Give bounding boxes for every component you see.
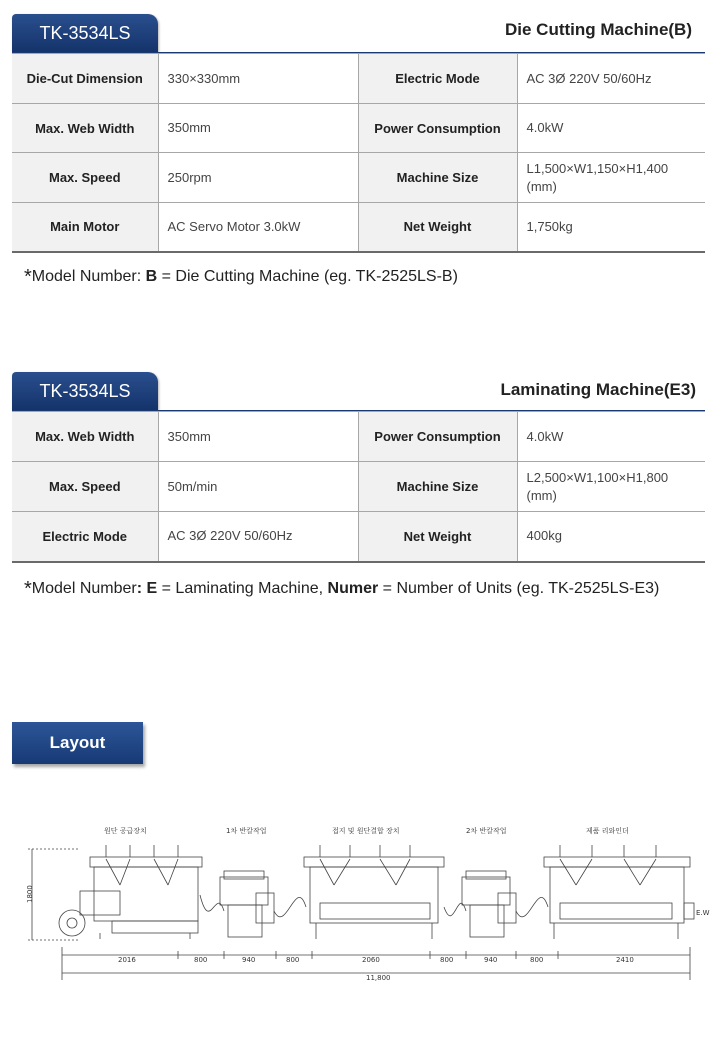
spec-label: Die-Cut Dimension: [12, 54, 158, 104]
spec-value: 250rpm: [158, 153, 358, 203]
spec-value: L1,500×W1,150×H1,400 (mm): [517, 153, 705, 203]
spec-row: [12, 512, 705, 562]
total-length-label: 11,800: [366, 974, 391, 982]
station-label: 제품 리와인더: [586, 827, 629, 835]
dimension-label: 2060: [362, 956, 380, 964]
dimension-label: 940: [484, 956, 498, 964]
laminating-unit: [304, 845, 466, 939]
dimension-label: 800: [286, 956, 300, 964]
feeder-unit: [59, 845, 202, 939]
spec-row: [12, 153, 705, 203]
spec-value: L2,500×W1,100×H1,800 (mm): [517, 462, 705, 512]
spec-value: 1,750kg: [517, 203, 705, 252]
spec-label: Max. Web Width: [12, 412, 158, 462]
spec-value: 330×330mm: [158, 54, 358, 104]
station-label: 원단 공급장치: [104, 827, 147, 835]
spec-label: Net Weight: [358, 203, 517, 252]
spec-row: [12, 412, 705, 462]
spec-value: 4.0kW: [517, 104, 705, 153]
section1-model-tab: TK-3534LS: [12, 14, 158, 52]
layout-tab: Layout: [12, 722, 143, 764]
spec-row: [12, 203, 705, 252]
asterisk: *: [24, 266, 32, 288]
spec-value: 400kg: [517, 512, 705, 562]
section1-note: *Model Number: B = Die Cutting Machine (eg. TK-2525LS-B): [24, 266, 458, 288]
rewinder-unit: [544, 845, 694, 939]
section2-model-tab: TK-3534LS: [12, 372, 158, 410]
machine-layout-drawing: [20, 815, 710, 995]
spec-value: 50m/min: [158, 462, 358, 512]
spec-value: 4.0kW: [517, 412, 705, 462]
section2-note: *Model Number: E = Laminating Machine, Numer = Number of Units (eg. TK-2525LS-E3): [24, 578, 660, 600]
dimension-label: 2016: [118, 956, 136, 964]
spec-value: 350mm: [158, 412, 358, 462]
section2-title: Laminating Machine(E3): [500, 380, 696, 399]
spec-label: Electric Mode: [12, 512, 158, 562]
spec-label: Net Weight: [358, 512, 517, 562]
dimension-label: 800: [194, 956, 208, 964]
spec-value: AC 3Ø 220V 50/60Hz: [517, 54, 705, 104]
spec-label: Machine Size: [358, 153, 517, 203]
dimension-label: 940: [242, 956, 256, 964]
half-cut-unit-1: [200, 871, 306, 937]
spec-row: [12, 104, 705, 153]
spec-label: Max. Speed: [12, 462, 158, 512]
dimension-label: 800: [530, 956, 544, 964]
spec-value: 350mm: [158, 104, 358, 153]
end-mark: E.W: [696, 909, 710, 917]
half-cut-unit-2: [462, 871, 548, 937]
spec-label: Power Consumption: [358, 412, 517, 462]
spec-label: Max. Web Width: [12, 104, 158, 153]
spec-value: AC Servo Motor 3.0kW: [158, 203, 358, 252]
station-label: 2차 반칼작업: [466, 827, 507, 835]
section1-spec-table: [12, 53, 705, 253]
section1-title: Die Cutting Machine(B): [505, 20, 692, 39]
spec-label: Main Motor: [12, 203, 158, 252]
dimension-label: 2410: [616, 956, 634, 964]
spec-row: [12, 462, 705, 512]
spec-row: [12, 54, 705, 104]
asterisk: *: [24, 578, 32, 600]
section2-spec-table: [12, 411, 705, 563]
dimension-label: 800: [440, 956, 454, 964]
station-label: 접지 및 원단결합 장치: [332, 827, 400, 835]
station-label: 1차 반칼작업: [226, 827, 267, 835]
spec-label: Power Consumption: [358, 104, 517, 153]
spec-label: Max. Speed: [12, 153, 158, 203]
height-dimension: 1800: [26, 885, 34, 903]
spec-value: AC 3Ø 220V 50/60Hz: [158, 512, 358, 562]
spec-label: Electric Mode: [358, 54, 517, 104]
spec-label: Machine Size: [358, 462, 517, 512]
